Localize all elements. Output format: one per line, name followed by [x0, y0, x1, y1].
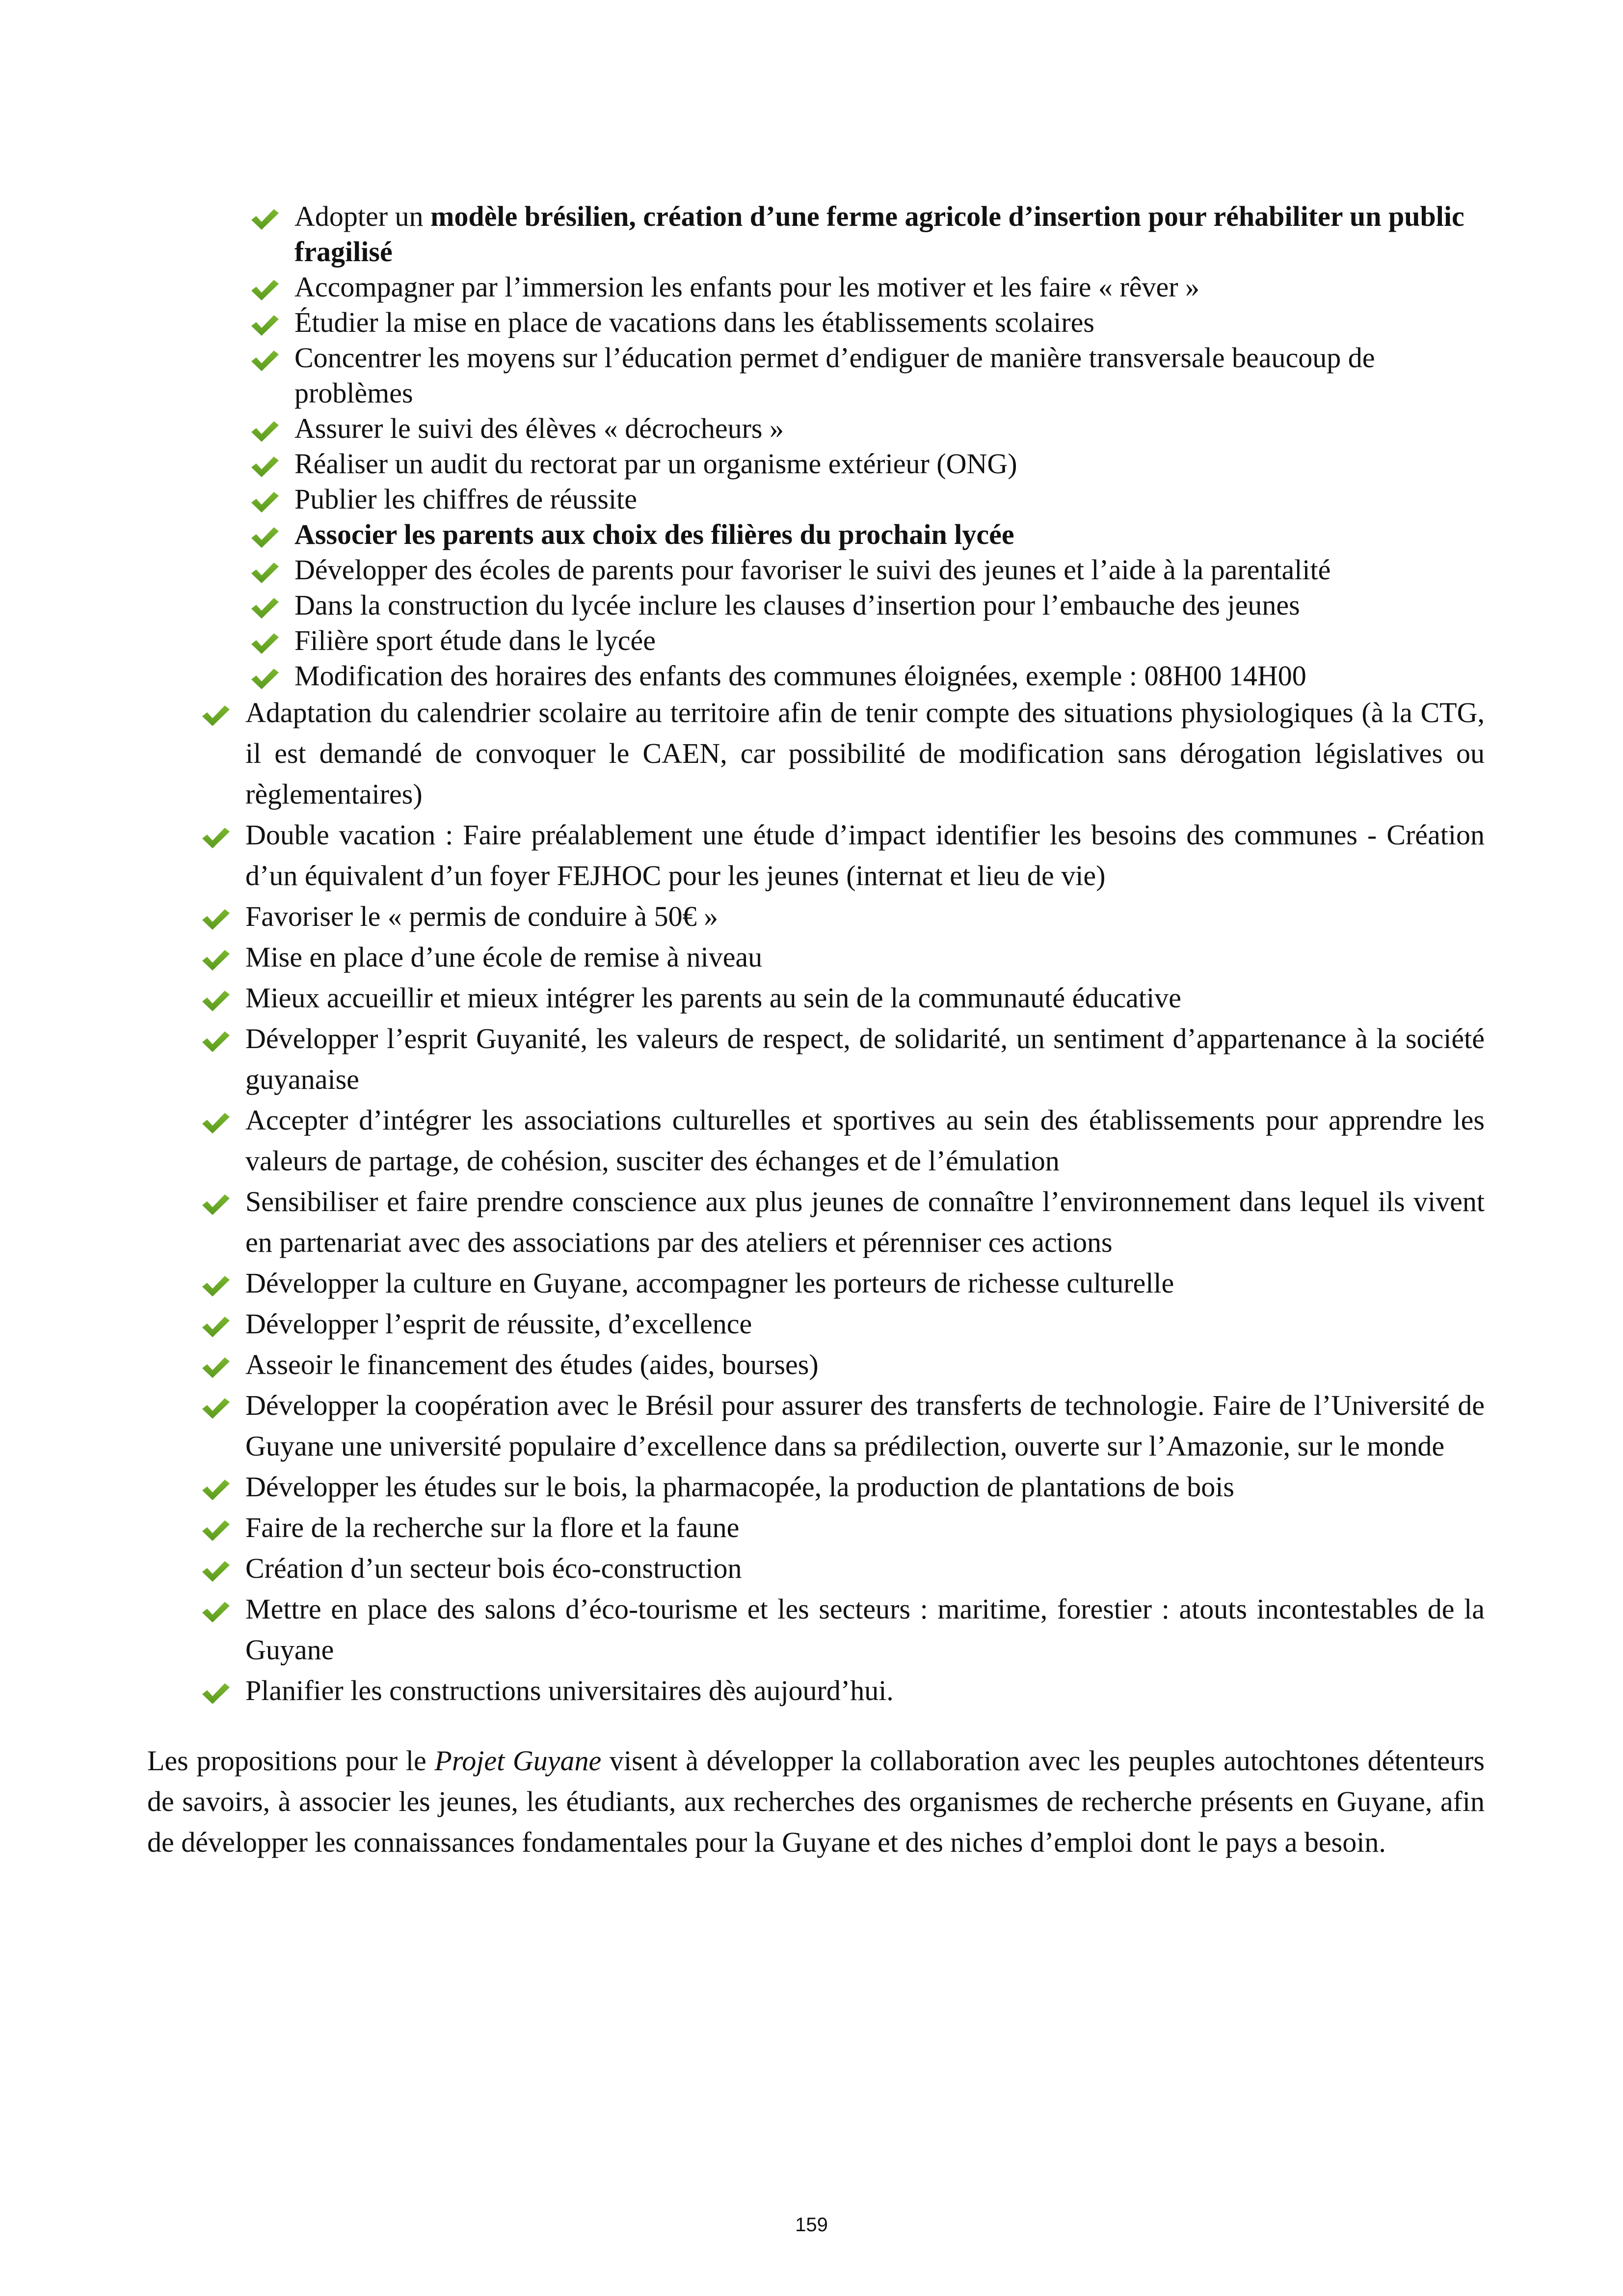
list-item: Double vacation : Faire préalablement une étude d’impact identifier les besoins des communes - Création d’un équivalent d’un foyer FEJHOC pour les jeunes (internat et lieu de vie)	[196, 814, 1485, 896]
check-icon	[249, 523, 281, 547]
check-icon	[249, 558, 281, 583]
check-icon	[200, 1676, 232, 1701]
list-item: Associer les parents aux choix des filières du prochain lycée	[245, 517, 1485, 552]
check-icon	[200, 943, 232, 967]
list-item: Adopter un modèle brésilien, création d’une ferme agricole d’insertion pour réhabiliter un public fragilisé	[245, 199, 1485, 270]
check-icon	[200, 1106, 232, 1130]
check-icon	[249, 594, 281, 618]
list-item: Mieux accueillir et mieux intégrer les parents au sein de la communauté éducative	[196, 977, 1485, 1018]
list-item: Adaptation du calendrier scolaire au territoire afin de tenir compte des situations physiologiques (à la CTG, il est demandé de convoquer le CAEN, car possibilité de modification sans dérogation législatives ou règlementaires)	[196, 692, 1485, 814]
list-item: Planifier les constructions universitaires dès aujourd’hui.	[196, 1670, 1485, 1711]
page-number: 159	[795, 2214, 828, 2236]
check-icon	[200, 1350, 232, 1375]
check-icon	[200, 1187, 232, 1212]
list-item: Filière sport étude dans le lycée	[245, 623, 1485, 658]
list-item: Développer des écoles de parents pour favoriser le suivi des jeunes et l’aide à la parentalité	[245, 552, 1485, 588]
list-item: Développer l’esprit de réussite, d’excellence	[196, 1303, 1485, 1344]
list-item: Favoriser le « permis de conduire à 50€ »	[196, 896, 1485, 937]
check-icon	[200, 1472, 232, 1497]
check-icon	[249, 417, 281, 441]
list-item: Faire de la recherche sur la flore et la faune	[196, 1507, 1485, 1548]
nested-bullet-list	[245, 199, 1485, 694]
check-icon	[200, 820, 232, 845]
list-item: Accompagner par l’immersion les enfants pour les motiver et les faire « rêver »	[245, 270, 1485, 305]
list-item: Réaliser un audit du rectorat par un organisme extérieur (ONG)	[245, 446, 1485, 482]
list-item: Modification des horaires des enfants des communes éloignées, exemple : 08H00 14H00	[245, 658, 1485, 694]
list-item: Développer la culture en Guyane, accompagner les porteurs de richesse culturelle	[196, 1263, 1485, 1303]
check-icon	[200, 1513, 232, 1538]
check-icon	[200, 1269, 232, 1293]
check-icon	[200, 983, 232, 1008]
list-item: Développer les études sur le bois, la pharmacopée, la production de plantations de bois	[196, 1466, 1485, 1507]
check-icon	[249, 664, 281, 689]
bullet-list	[196, 692, 1485, 1711]
check-icon	[249, 629, 281, 653]
list-item: Asseoir le financement des études (aides, bourses)	[196, 1344, 1485, 1385]
closing-paragraph: Les propositions pour le Projet Guyane visent à développer la collaboration avec les peuples autochtones détenteurs de savoirs, à associer les jeunes, les étudiants, aux recherches des organismes de recherche présents en Guyane, afin de développer les connaissances fondamentales pour la Guyane et des niches d’emploi dont le pays a besoin.	[147, 1745, 1485, 1858]
check-icon	[200, 698, 232, 723]
list-item: Mise en place d’une école de remise à niveau	[196, 937, 1485, 977]
check-icon	[200, 1024, 232, 1049]
check-icon	[200, 902, 232, 926]
list-item: Création d’un secteur bois éco-construction	[196, 1548, 1485, 1589]
check-icon	[249, 205, 281, 229]
list-item: Dans la construction du lycée inclure les clauses d’insertion pour l’embauche des jeunes	[245, 588, 1485, 623]
check-icon	[249, 311, 281, 335]
list-item: Sensibiliser et faire prendre conscience aux plus jeunes de connaître l’environnement dans lequel ils vivent en partenariat avec des associations par des ateliers et pérenniser ces actions	[196, 1181, 1485, 1263]
check-icon	[200, 1594, 232, 1619]
check-icon	[249, 346, 281, 371]
list-item: Développer la coopération avec le Brésil pour assurer des transferts de technologie. Faire de l’Université de Guyane une université populaire d’excellence dans sa prédilection, ouverte sur l’Amazonie, sur le monde	[196, 1385, 1485, 1466]
check-icon	[200, 1309, 232, 1334]
project-name: Projet Guyane	[434, 1745, 602, 1777]
list-item: Concentrer les moyens sur l’éducation permet d’endiguer de manière transversale beaucoup de problèmes	[245, 340, 1485, 411]
list-item: Assurer le suivi des élèves « décrocheurs »	[245, 411, 1485, 446]
check-icon	[200, 1554, 232, 1578]
check-icon	[249, 275, 281, 300]
check-icon	[249, 452, 281, 477]
check-icon	[200, 1391, 232, 1415]
list-item: Accepter d’intégrer les associations culturelles et sportives au sein des établissements pour apprendre les valeurs de partage, de cohésion, susciter des échanges et de l’émulation	[196, 1100, 1485, 1181]
list-item: Publier les chiffres de réussite	[245, 482, 1485, 517]
check-icon	[249, 487, 281, 512]
list-item: Étudier la mise en place de vacations dans les établissements scolaires	[245, 305, 1485, 340]
list-item: Développer l’esprit Guyanité, les valeurs de respect, de solidarité, un sentiment d’appartenance à la société guyanaise	[196, 1018, 1485, 1100]
list-item: Mettre en place des salons d’éco-tourisme et les secteurs : maritime, forestier : atouts incontestables de la Guyane	[196, 1589, 1485, 1670]
